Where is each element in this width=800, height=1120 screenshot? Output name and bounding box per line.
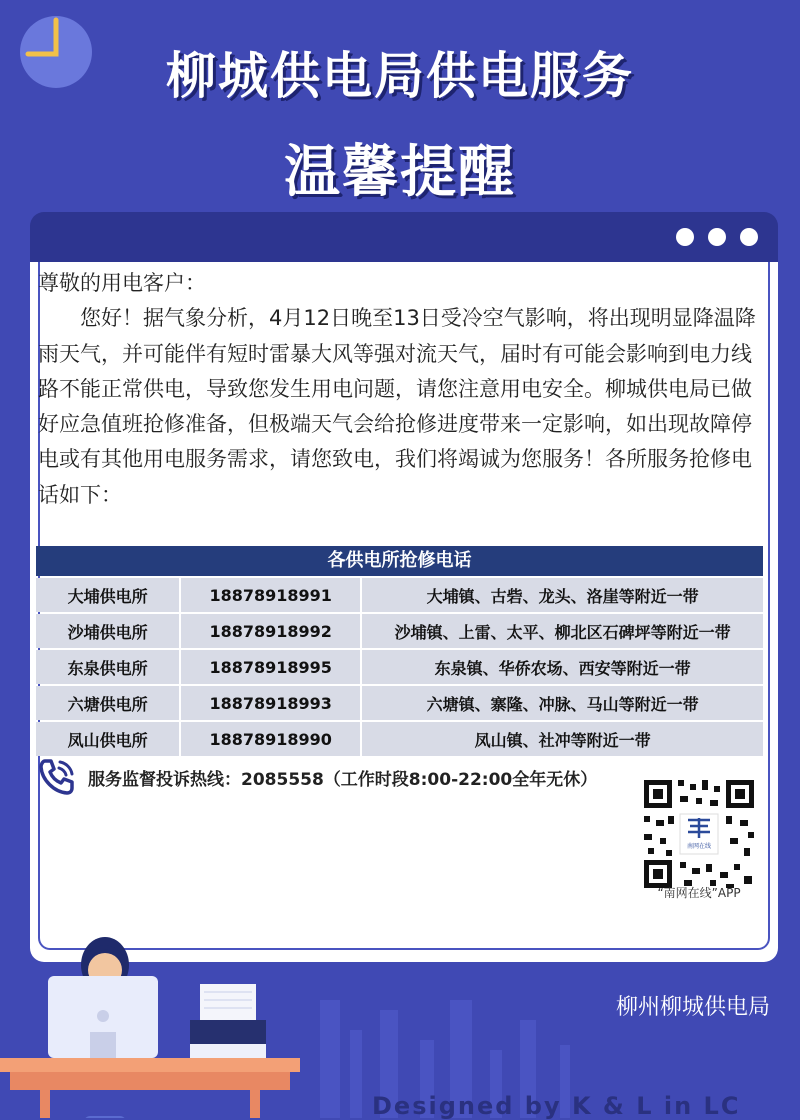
area-cell: 六塘镇、寨隆、冲脉、马山等附近一带 xyxy=(426,694,699,714)
phone-cell: 18878918990 xyxy=(181,722,362,756)
card-header-band xyxy=(30,212,778,262)
org-name: 柳州柳城供电局 xyxy=(615,995,770,1020)
salutation: 尊敬的用电客户： xyxy=(38,271,206,295)
phone-cell: 18878918992 xyxy=(181,614,362,648)
page-title: 柳城供电局供电服务 xyxy=(166,47,634,105)
station-cell: 六塘供电所 xyxy=(36,686,181,720)
table-title: 各供电所抢修电话 xyxy=(36,546,763,576)
repair-phone-table xyxy=(36,546,763,756)
qr-logo-label: 南网在线 xyxy=(686,843,712,850)
hotline-text: 服务监督投诉热线：2085558（工作时段8:00-22:00全年无休） xyxy=(88,769,598,790)
worker-illustration xyxy=(0,850,300,1118)
table-row xyxy=(36,686,763,720)
phone-cell: 18878918991 xyxy=(181,578,362,612)
table-row xyxy=(36,722,763,756)
area-cell: 东泉镇、华侨农场、西安等附近一带 xyxy=(434,658,691,678)
qr-caption: “南网在线”APP xyxy=(657,886,741,900)
table-row xyxy=(36,614,763,648)
dot-icon xyxy=(740,228,758,246)
station-cell: 沙埔供电所 xyxy=(36,614,181,648)
phone-cell: 18878918993 xyxy=(181,686,362,720)
letter-body: 您好！据气象分析，4月12日晚至13日受冷空气影响，将出现明显降温降雨天气，并可能伴有短时雷暴大风等强对流天气，届时有可能会影响到电力线路不能正常供电，导致您发生用电问题，请您注意用电安全。柳城供电局已做好应急值班抢修准备，但极端天气会给抢修进度带来一定影响，如出现故障停电或有其他用电服务需求，请您致电，我们将竭诚为您服务！各所服务抢修电话如下： xyxy=(38,306,756,507)
dot-icon xyxy=(708,228,726,246)
qr-code[interactable] xyxy=(640,776,758,892)
phone-cell: 18878918995 xyxy=(181,650,362,684)
dot-icon xyxy=(676,228,694,246)
notice-letter xyxy=(38,266,758,513)
window-dots xyxy=(676,228,758,246)
area-cell: 凤山镇、社冲等附近一带 xyxy=(474,730,651,750)
area-cell: 沙埔镇、上雷、太平、柳北区石碑坪等附近一带 xyxy=(394,622,731,642)
area-cell: 大埔镇、古砦、龙头、洛崖等附近一带 xyxy=(426,586,699,606)
page-subtitle: 温馨提醒 xyxy=(284,140,516,205)
phone-icon xyxy=(36,756,78,798)
complaint-hotline xyxy=(36,756,597,798)
station-cell: 大埔供电所 xyxy=(36,578,181,612)
station-cell: 凤山供电所 xyxy=(36,722,181,756)
table-row xyxy=(36,578,763,612)
station-cell: 东泉供电所 xyxy=(36,650,181,684)
table-row xyxy=(36,650,763,684)
designed-by-credit: Designed by K & L in LC xyxy=(372,1092,741,1120)
